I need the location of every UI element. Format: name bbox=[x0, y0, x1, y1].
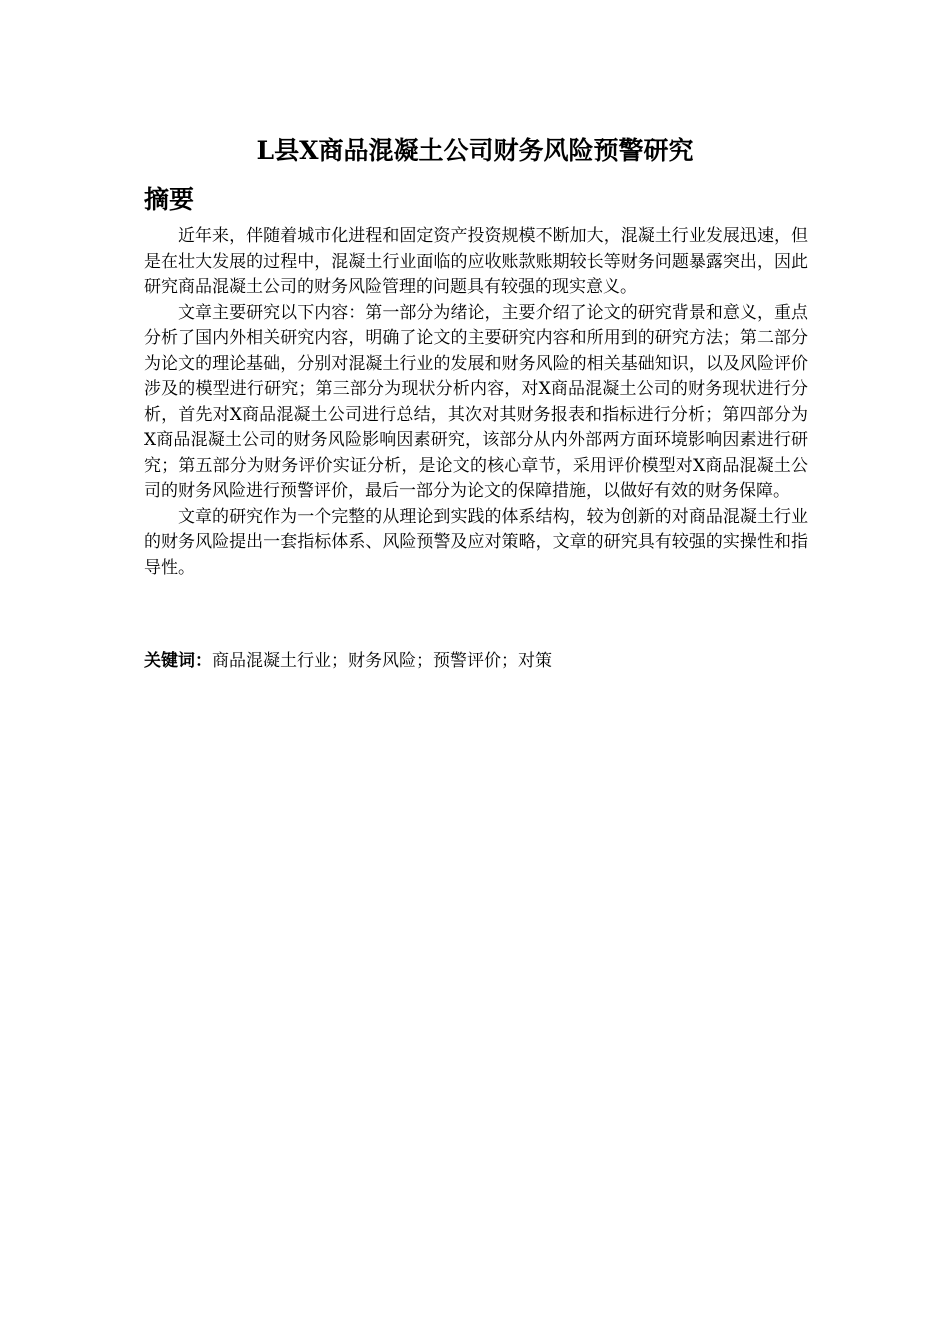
abstract-paragraph-3: 文章的研究作为一个完整的从理论到实践的体系结构，较为创新的对商品混凝土行业的财务风险提出一套指标体系、风险预警及应对策略，文章的研究具有较强的实操性和指导性。 bbox=[144, 506, 808, 578]
abstract-paragraph-1: 近年来，伴随着城市化进程和固定资产投资规模不断加大，混凝土行业发展迅速，但是在壮大发展的过程中，混凝土行业面临的应收账款账期较长等财务问题暴露突出，因此研究商品混凝土公司的财务风险管理的问题具有较强的现实意义。 bbox=[144, 226, 808, 297]
keywords-label: 关键词： bbox=[144, 651, 212, 671]
abstract-body bbox=[144, 224, 808, 581]
keywords-line bbox=[144, 649, 808, 674]
abstract-heading: 摘要 bbox=[144, 185, 195, 214]
keywords-text: 商品混凝土行业；财务风险；预警评价；对策 bbox=[212, 651, 552, 671]
abstract-paragraph-2: 文章主要研究以下内容：第一部分为绪论，主要介绍了论文的研究背景和意义，重点分析了国内外相关研究内容，明确了论文的主要研究内容和所用到的研究方法；第二部分为论文的理论基础，分别对混凝土行业的发展和财务风险的相关基础知识，以及风险评价涉及的模型进行研究；第三部分为现状分析内容，对X商品混凝土公司的财务现状进行分析，首先对X商品混凝土公司进行总结，其次对其财务报表和指标进行分析；第四部分为X商品混凝土公司的财务风险影响因素研究，该部分从内外部两方面环境影响因素进行研究；第五部分为财务评价实证分析，是论文的核心章节，采用评价模型对X商品混凝土公司的财务风险进行预警评价，最后一部分为论文的保障措施，以做好有效的财务保障。 bbox=[144, 302, 808, 501]
page-title: L县X商品混凝土公司财务风险预警研究 bbox=[256, 136, 694, 165]
